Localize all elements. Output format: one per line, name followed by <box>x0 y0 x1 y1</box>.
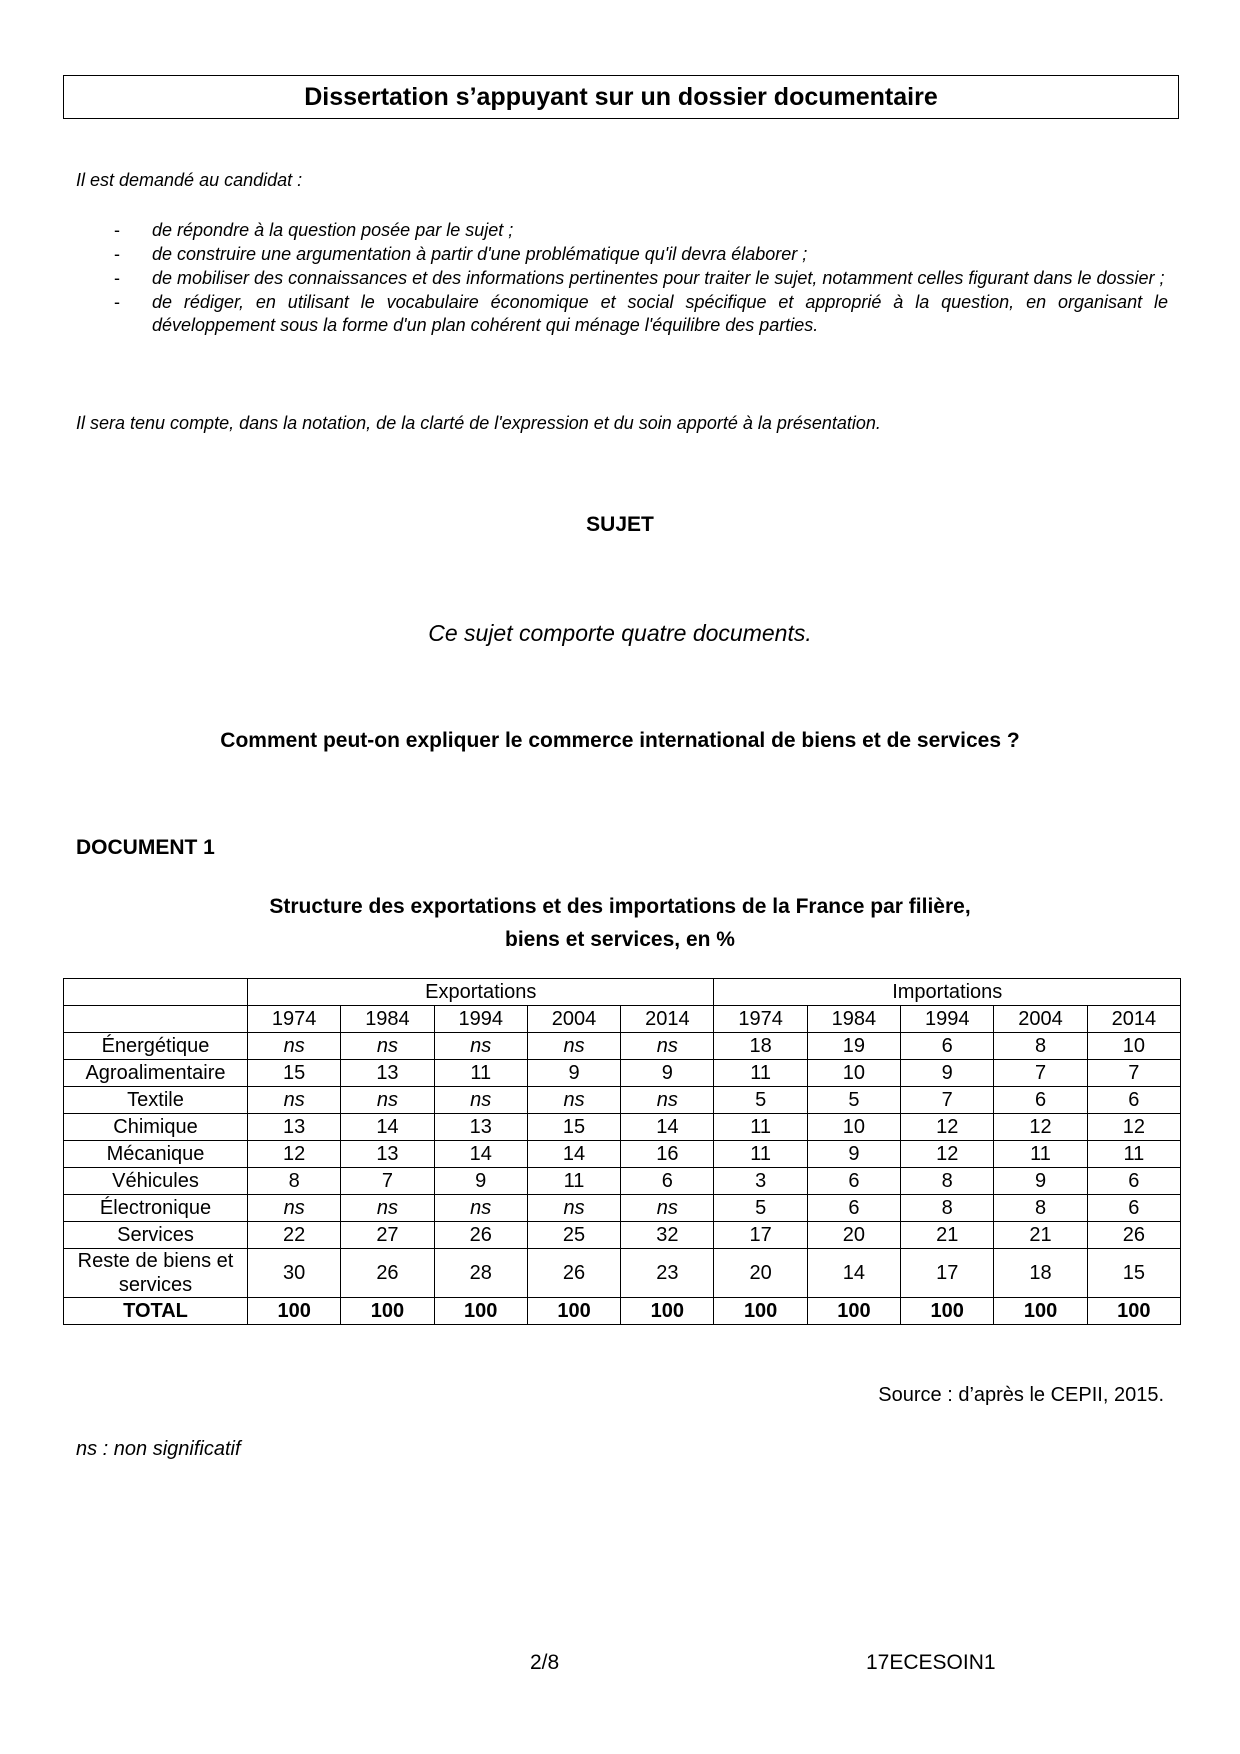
year-header: 1984 <box>341 1006 434 1033</box>
table-cell: 16 <box>621 1141 714 1168</box>
table-cell: 5 <box>714 1087 807 1114</box>
total-cell: 100 <box>621 1298 714 1325</box>
table-cell: 14 <box>621 1114 714 1141</box>
total-cell: 100 <box>527 1298 620 1325</box>
table-cell: ns <box>621 1087 714 1114</box>
year-header: 1994 <box>434 1006 527 1033</box>
table-cell: ns <box>527 1033 620 1060</box>
year-header: 2014 <box>1087 1006 1180 1033</box>
table-group-header-row <box>64 979 1181 1006</box>
table-cell: 7 <box>994 1060 1087 1087</box>
year-header: 1984 <box>807 1006 900 1033</box>
table-cell: 28 <box>434 1249 527 1298</box>
table-cell: 19 <box>807 1033 900 1060</box>
instruction-item <box>76 291 1168 337</box>
table-cell: 11 <box>994 1141 1087 1168</box>
row-label: Énergétique <box>64 1033 248 1060</box>
table-cell: 11 <box>527 1168 620 1195</box>
table-cell: 12 <box>994 1114 1087 1141</box>
table-cell: 13 <box>434 1114 527 1141</box>
table-cell: 14 <box>807 1249 900 1298</box>
table-cell: 7 <box>1087 1060 1180 1087</box>
table-cell: 8 <box>994 1033 1087 1060</box>
table-cell: 10 <box>807 1060 900 1087</box>
table-cell: 30 <box>248 1249 341 1298</box>
table-cell: 12 <box>1087 1114 1180 1141</box>
group-header-exportations: Exportations <box>248 979 714 1006</box>
table-cell: 21 <box>901 1222 994 1249</box>
document-title <box>0 890 1240 956</box>
row-label: Électronique <box>64 1195 248 1222</box>
table-cell: ns <box>434 1033 527 1060</box>
instructions-intro: Il est demandé au candidat : <box>76 170 303 190</box>
instructions-list <box>76 219 1168 338</box>
table-row <box>64 1114 1181 1141</box>
total-cell: 100 <box>1087 1298 1180 1325</box>
table-cell: ns <box>527 1195 620 1222</box>
document-title-line: biens et services, en % <box>505 928 735 951</box>
table-cell: 6 <box>807 1168 900 1195</box>
table-cell: 27 <box>341 1222 434 1249</box>
table-cell: 18 <box>714 1033 807 1060</box>
row-label: Véhicules <box>64 1168 248 1195</box>
table-cell: 10 <box>1087 1033 1180 1060</box>
total-cell: 100 <box>901 1298 994 1325</box>
table-cell: 8 <box>901 1168 994 1195</box>
table-cell: ns <box>434 1195 527 1222</box>
table-cell: 11 <box>1087 1141 1180 1168</box>
table-cell: 8 <box>901 1195 994 1222</box>
table-cell: 17 <box>714 1222 807 1249</box>
table-body <box>64 1033 1181 1325</box>
table-cell: 32 <box>621 1222 714 1249</box>
table-row <box>64 1141 1181 1168</box>
row-label: Services <box>64 1222 248 1249</box>
year-header: 1974 <box>248 1006 341 1033</box>
table-cell: 11 <box>434 1060 527 1087</box>
table-year-header-row <box>64 1006 1181 1033</box>
row-label: Mécanique <box>64 1141 248 1168</box>
table-cell: ns <box>248 1195 341 1222</box>
list-dash: - <box>114 268 120 288</box>
table-corner-cell <box>64 1006 248 1033</box>
table-cell: 5 <box>807 1087 900 1114</box>
table-cell: 7 <box>341 1168 434 1195</box>
table-cell: 18 <box>994 1249 1087 1298</box>
year-header: 1994 <box>901 1006 994 1033</box>
table-cell: 8 <box>248 1168 341 1195</box>
table-cell: ns <box>248 1087 341 1114</box>
instruction-text: de construire une argumentation à partir d'une problématique qu'il devra élaborer ; <box>152 244 808 264</box>
table-cell: 9 <box>994 1168 1087 1195</box>
table-cell: 20 <box>714 1249 807 1298</box>
table-cell: 21 <box>994 1222 1087 1249</box>
year-header: 2004 <box>994 1006 1087 1033</box>
table-cell: 6 <box>807 1195 900 1222</box>
year-header: 2004 <box>527 1006 620 1033</box>
row-label: Agroalimentaire <box>64 1060 248 1087</box>
table-cell: 12 <box>901 1114 994 1141</box>
table-cell: ns <box>341 1033 434 1060</box>
table-row <box>64 1195 1181 1222</box>
table-cell: 9 <box>434 1168 527 1195</box>
table-cell: ns <box>621 1033 714 1060</box>
table-cell: 14 <box>434 1141 527 1168</box>
table-cell: 26 <box>341 1249 434 1298</box>
table-cell: 22 <box>248 1222 341 1249</box>
table-cell: 13 <box>341 1060 434 1087</box>
table-cell: 11 <box>714 1114 807 1141</box>
document-title-line: Structure des exportations et des importations de la France par filière, <box>269 895 971 918</box>
sujet-heading: SUJET <box>586 513 654 536</box>
sujet-question: Comment peut-on expliquer le commerce international de biens et de services ? <box>220 729 1020 752</box>
instruction-item <box>76 219 1168 242</box>
table-cell: 13 <box>248 1114 341 1141</box>
total-cell: 100 <box>807 1298 900 1325</box>
table-cell: 5 <box>714 1195 807 1222</box>
table-cell: 11 <box>714 1060 807 1087</box>
table-row <box>64 1249 1181 1298</box>
table-row <box>64 1168 1181 1195</box>
instruction-text: de rédiger, en utilisant le vocabulaire économique et social spécifique et approprié à la question, en organisant le développement sous la forme d'un plan cohérent qui ménage l'équilibre des parties. <box>152 292 1168 335</box>
row-label: Chimique <box>64 1114 248 1141</box>
table-cell: 6 <box>1087 1087 1180 1114</box>
source-citation: Source : d’après le CEPII, 2015. <box>878 1384 1164 1406</box>
table-cell: 15 <box>1087 1249 1180 1298</box>
table-cell: 17 <box>901 1249 994 1298</box>
table-cell: 15 <box>248 1060 341 1087</box>
table-cell: 9 <box>621 1060 714 1087</box>
table-cell: 6 <box>1087 1195 1180 1222</box>
table-cell: 9 <box>807 1141 900 1168</box>
table-cell: 7 <box>901 1087 994 1114</box>
list-dash: - <box>114 292 120 312</box>
table-cell: ns <box>341 1087 434 1114</box>
table-cell: ns <box>527 1087 620 1114</box>
table-cell: 12 <box>901 1141 994 1168</box>
row-label: Textile <box>64 1087 248 1114</box>
table-cell: 25 <box>527 1222 620 1249</box>
table-cell: 26 <box>434 1222 527 1249</box>
table-cell: 9 <box>527 1060 620 1087</box>
total-label: TOTAL <box>64 1298 248 1325</box>
table-cell: 26 <box>527 1249 620 1298</box>
table-cell: 6 <box>621 1168 714 1195</box>
total-cell: 100 <box>994 1298 1087 1325</box>
table-cell: 13 <box>341 1141 434 1168</box>
total-cell: 100 <box>341 1298 434 1325</box>
table-cell: 23 <box>621 1249 714 1298</box>
instruction-text: de répondre à la question posée par le sujet ; <box>152 220 514 240</box>
ns-footnote: ns : non significatif <box>76 1438 241 1460</box>
table-cell: 14 <box>527 1141 620 1168</box>
table-corner-cell <box>64 979 248 1006</box>
instruction-item <box>76 243 1168 266</box>
total-cell: 100 <box>714 1298 807 1325</box>
trade-structure-table <box>63 978 1181 1325</box>
year-header: 2014 <box>621 1006 714 1033</box>
instruction-text: de mobiliser des connaissances et des informations pertinentes pour traiter le sujet, notamment celles figurant dans le dossier ; <box>152 268 1165 288</box>
document-label: DOCUMENT 1 <box>76 836 215 859</box>
table-cell: 3 <box>714 1168 807 1195</box>
list-dash: - <box>114 244 120 264</box>
table-cell: ns <box>248 1033 341 1060</box>
table-cell: 12 <box>248 1141 341 1168</box>
table-cell: 11 <box>714 1141 807 1168</box>
table-cell: ns <box>341 1195 434 1222</box>
document-code: 17ECESOIN1 <box>866 1651 996 1674</box>
group-header-importations: Importations <box>714 979 1181 1006</box>
table-cell: 15 <box>527 1114 620 1141</box>
year-header: 1974 <box>714 1006 807 1033</box>
sujet-subtitle: Ce sujet comporte quatre documents. <box>428 620 812 646</box>
table-cell: 9 <box>901 1060 994 1087</box>
table-total-row <box>64 1298 1181 1325</box>
table-cell: ns <box>621 1195 714 1222</box>
table-cell: 26 <box>1087 1222 1180 1249</box>
total-cell: 100 <box>248 1298 341 1325</box>
list-dash: - <box>114 220 120 240</box>
page-number: 2/8 <box>530 1651 560 1674</box>
row-label: Reste de biens et services <box>64 1249 248 1298</box>
table-row <box>64 1060 1181 1087</box>
table-cell: 8 <box>994 1195 1087 1222</box>
instruction-item <box>76 267 1168 290</box>
table-cell: 6 <box>1087 1168 1180 1195</box>
table-cell: 20 <box>807 1222 900 1249</box>
table-cell: 14 <box>341 1114 434 1141</box>
page-title: Dissertation s’appuyant sur un dossier documentaire <box>63 75 1179 119</box>
notation-note: Il sera tenu compte, dans la notation, de la clarté de l'expression et du soin apporté à la présentation. <box>76 413 881 433</box>
table-cell: ns <box>434 1087 527 1114</box>
table-cell: 6 <box>901 1033 994 1060</box>
table-row <box>64 1222 1181 1249</box>
total-cell: 100 <box>434 1298 527 1325</box>
table-row <box>64 1033 1181 1060</box>
table-cell: 6 <box>994 1087 1087 1114</box>
table-row <box>64 1087 1181 1114</box>
table-cell: 10 <box>807 1114 900 1141</box>
